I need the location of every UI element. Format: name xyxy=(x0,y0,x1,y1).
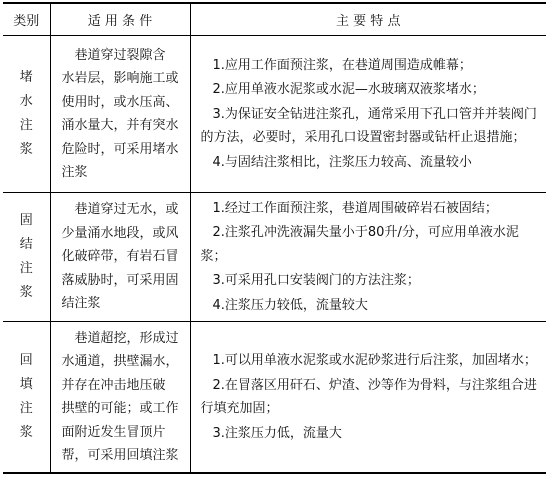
table-row xyxy=(3,322,546,474)
feature-item: 2.注浆孔冲洗液漏失量小于80升/分，可应用单液水泥浆； xyxy=(200,225,519,264)
feature-item: 3.为保证安全钻进注浆孔，通常采用下孔口管并并装阀门的方法，必要时，采用孔口设置密封器或钻杆止退措施； xyxy=(200,106,537,146)
category-char: 注 xyxy=(19,401,33,416)
features-cell xyxy=(190,36,546,193)
feature-item: 1.经过工作面预注浆，巷道周围破碎岩石被固结； xyxy=(212,200,498,216)
condition-line: 危险时，可采用堵水 xyxy=(61,141,179,157)
header-features: 主 要 特 点 xyxy=(190,3,546,36)
category-cell xyxy=(3,36,50,193)
condition-line: 并存在冲击地压破 xyxy=(61,377,166,393)
category-char: 结 xyxy=(19,237,33,252)
condition-line: 水通道，拱壁漏水， xyxy=(61,354,179,369)
feature-item: 3.可采用孔口安装阀门的方法注浆； xyxy=(212,273,420,289)
condition-line: 水岩层，影响施工或 xyxy=(61,71,179,86)
category-char: 固 xyxy=(19,213,33,228)
category-char: 注 xyxy=(19,261,33,276)
condition-cell xyxy=(50,193,190,322)
feature-item: 1.应用工作面预注浆，在巷道周围造成帷幕； xyxy=(212,57,472,73)
header-category: 类别 xyxy=(3,3,50,36)
header-row xyxy=(3,3,546,36)
category-char: 堵 xyxy=(19,70,33,85)
feature-item: 3.注浆压力低，流量大 xyxy=(212,425,342,441)
grouting-table xyxy=(3,2,546,474)
feature-item: 2.在冒落区用矸石、炉渣、沙等作为骨料，与注浆组合进行填充加固； xyxy=(200,377,537,416)
feature-item: 4.与固结注浆相比，注浆压力较高、流量较小 xyxy=(212,154,472,170)
category-char: 回 xyxy=(19,353,33,368)
condition-line: 少量涌水地段，或风 xyxy=(61,225,179,241)
condition-line: 巷道穿过裂隙含 xyxy=(74,47,166,63)
category-char: 注 xyxy=(19,118,33,133)
condition-line: 化破碎带，有岩石冒 xyxy=(61,249,179,265)
features-cell xyxy=(190,322,546,474)
condition-line: 注浆 xyxy=(61,165,88,180)
table-row xyxy=(3,36,546,193)
category-char: 浆 xyxy=(19,425,33,440)
condition-cell xyxy=(50,36,190,193)
category-char: 水 xyxy=(19,94,33,109)
category-char: 浆 xyxy=(19,142,33,157)
category-cell xyxy=(3,193,50,322)
condition-line: 涌水量大，并有突水 xyxy=(61,118,179,133)
table-row xyxy=(3,193,546,322)
features-cell xyxy=(190,193,546,322)
feature-item: 1.可以用单液水泥浆或水泥砂浆进行后注浆，加固堵水； xyxy=(212,353,537,368)
category-char: 填 xyxy=(19,377,33,392)
condition-line: 帮，可采用回填注浆 xyxy=(61,448,179,463)
condition-line: 巷道超挖，形成过 xyxy=(74,330,179,346)
condition-line: 使用时，或水压高、 xyxy=(61,94,179,110)
condition-line: 面附近发生冒顶片 xyxy=(61,424,166,440)
condition-line: 拱壁的可能；或工作 xyxy=(61,401,179,416)
condition-cell xyxy=(50,322,190,474)
condition-line: 巷道穿过无水，或 xyxy=(74,202,179,218)
condition-line: 落威胁时，可采用固 xyxy=(61,272,179,288)
feature-item: 4.注浆压力较低，流量较大 xyxy=(212,297,368,313)
category-char: 浆 xyxy=(19,285,33,300)
header-condition: 适 用 条 件 xyxy=(50,3,190,36)
feature-item: 2.应用单液水泥浆或水泥—水玻璃双液浆堵水； xyxy=(212,82,485,98)
condition-line: 结注浆 xyxy=(61,296,101,312)
category-cell xyxy=(3,322,50,474)
